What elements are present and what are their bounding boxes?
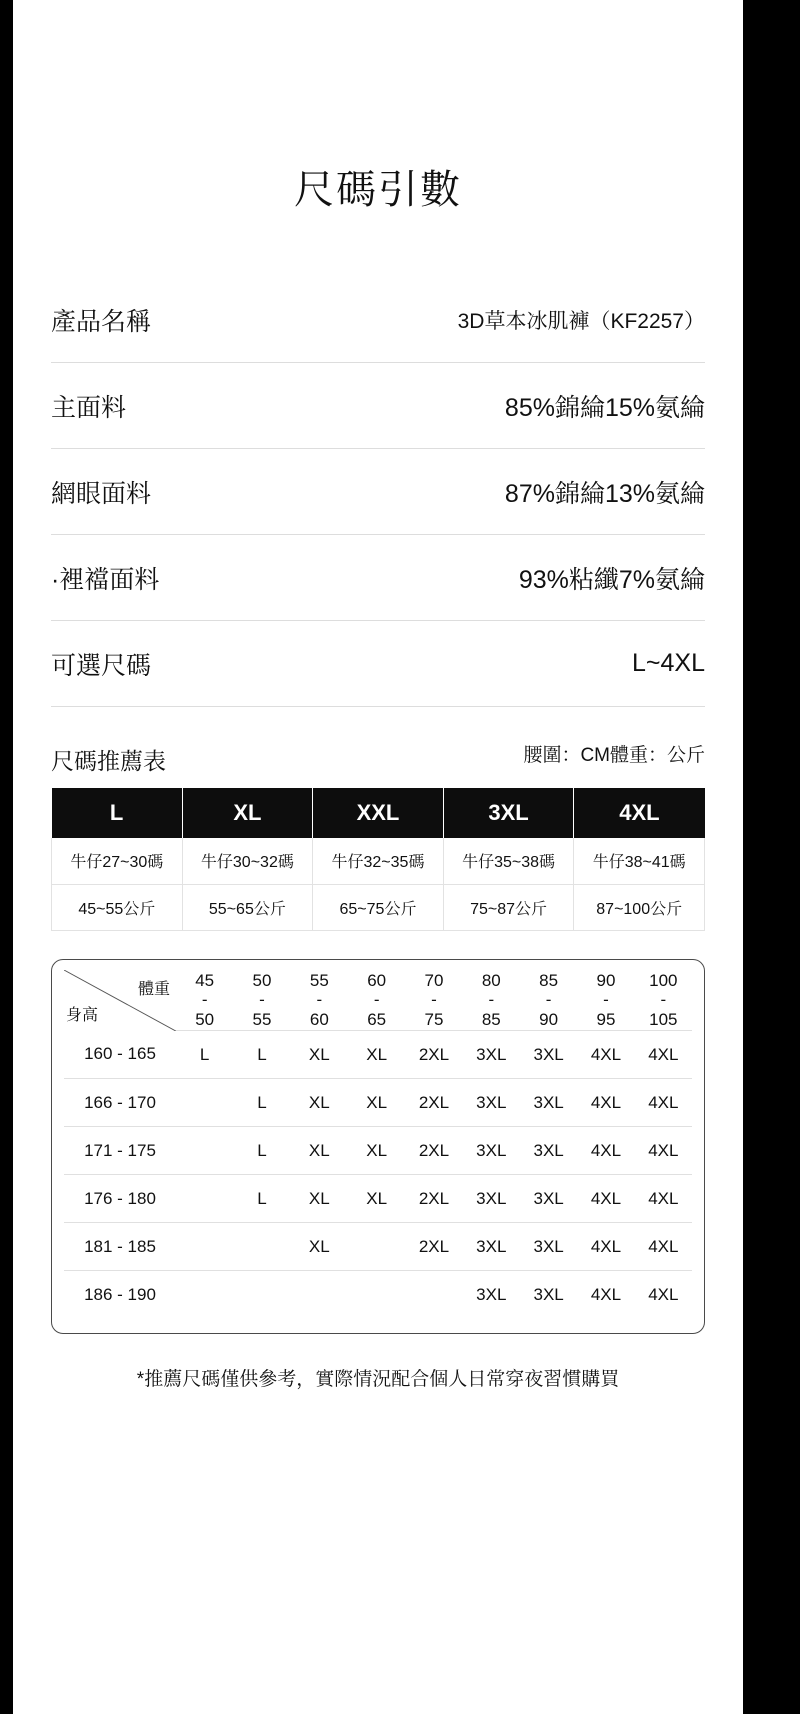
matrix-cell: 3XL — [520, 1175, 577, 1223]
matrix-height-label: 176 - 180 — [64, 1175, 176, 1223]
spec-value: 93%粘纖7%氨綸 — [518, 565, 705, 594]
matrix-weight-header: 60 - 65 — [348, 970, 405, 1031]
size-table-cell: 87~100公斤 — [574, 884, 705, 930]
matrix-corner-weight-label: 體重 — [137, 980, 170, 998]
matrix-cell — [176, 1127, 233, 1175]
matrix-weight-header: 85 - 90 — [520, 970, 577, 1031]
size-table-row — [52, 838, 705, 884]
size-table-header-cell: XXL — [313, 788, 444, 838]
matrix-cell: XL — [348, 1079, 405, 1127]
matrix-cell: 3XL — [533, 1284, 564, 1304]
matrix-cell: XL — [348, 1127, 405, 1175]
spec-label: ·裡襠面料 — [51, 565, 160, 594]
size-chart-sheet — [13, 0, 743, 1714]
spec-label: 主面料 — [51, 393, 127, 422]
matrix-cell: L — [233, 1127, 290, 1175]
size-matrix-header-row — [64, 970, 692, 1031]
spec-row — [51, 277, 705, 363]
spec-row — [51, 363, 705, 449]
spec-row — [51, 535, 705, 621]
matrix-cell: XL — [348, 1175, 405, 1223]
matrix-weight-header: 80 - 85 — [463, 970, 520, 1031]
size-table-header-cell: 3XL — [443, 788, 574, 838]
size-table-cell: 牛仔27~30碼 — [52, 838, 183, 884]
matrix-row — [64, 1223, 692, 1271]
matrix-cell — [348, 1271, 405, 1319]
footnote: *推薦尺碼僅供參考，實際情況配合個人日常穿夜習慣購買 — [136, 1368, 620, 1390]
size-matrix-container — [51, 959, 705, 1334]
matrix-row — [64, 1127, 692, 1175]
page-title: 尺碼引數 — [294, 168, 462, 212]
matrix-cell: 4XL — [635, 1175, 692, 1223]
matrix-cell: L — [233, 1079, 290, 1127]
size-table-cell: 65~75公斤 — [313, 884, 444, 930]
matrix-cell — [233, 1271, 290, 1319]
matrix-cell: 4XL — [635, 1031, 692, 1079]
spec-value: L~4XL — [632, 649, 705, 677]
matrix-cell — [348, 1223, 405, 1271]
matrix-cell: XL — [291, 1079, 348, 1127]
size-table-cell: 牛仔30~32碼 — [182, 838, 313, 884]
matrix-corner-height-label: 身高 — [66, 1006, 99, 1024]
matrix-cell: 4XL — [577, 1079, 634, 1127]
matrix-cell: 2XL — [405, 1031, 462, 1079]
matrix-cell — [176, 1079, 233, 1127]
size-table-cell: 45~55公斤 — [52, 884, 183, 930]
matrix-height-label: 171 - 175 — [64, 1127, 176, 1175]
matrix-cell: 3XL — [520, 1127, 577, 1175]
matrix-weight-header: 55 - 60 — [291, 970, 348, 1031]
size-table — [51, 788, 705, 931]
matrix-cell: 4XL — [648, 1284, 679, 1304]
matrix-cell — [405, 1271, 462, 1319]
matrix-cell: L — [233, 1175, 290, 1223]
matrix-weight-header: 90 - 95 — [577, 970, 634, 1031]
matrix-weight-header: 100 - 105 — [635, 970, 692, 1031]
matrix-height-label: 166 - 170 — [64, 1079, 176, 1127]
matrix-cell: 4XL — [635, 1127, 692, 1175]
matrix-weight-header: 50 - 55 — [233, 970, 290, 1031]
matrix-weight-header: 70 - 75 — [405, 970, 462, 1031]
matrix-row — [64, 1271, 692, 1319]
matrix-cell — [233, 1223, 290, 1271]
matrix-cell: 2XL — [405, 1175, 462, 1223]
spec-row — [51, 621, 705, 707]
spec-value: 3D草本冰肌褲（KF2257） — [457, 309, 705, 333]
matrix-cell: XL — [348, 1031, 405, 1079]
matrix-cell: 3XL — [463, 1223, 520, 1271]
size-matrix-head — [64, 970, 692, 1031]
size-table-row — [52, 884, 705, 930]
matrix-height-label: 186 - 190 — [84, 1284, 156, 1304]
matrix-cell — [176, 1175, 233, 1223]
size-table-cell: 75~87公斤 — [443, 884, 574, 930]
size-table-cell: 牛仔38~41碼 — [574, 838, 705, 884]
recommend-unit: 腰圍：CM體重：公斤 — [523, 745, 705, 766]
matrix-cell: 4XL — [577, 1223, 634, 1271]
size-table-header-cell: 4XL — [574, 788, 705, 838]
matrix-height-label: 160 - 165 — [64, 1031, 176, 1079]
matrix-cell: XL — [291, 1223, 348, 1271]
spec-label: 產品名稱 — [51, 307, 152, 336]
matrix-cell: 3XL — [520, 1031, 577, 1079]
matrix-row — [64, 1079, 692, 1127]
size-table-cell: 牛仔35~38碼 — [443, 838, 574, 884]
matrix-cell: 4XL — [577, 1127, 634, 1175]
matrix-cell: 3XL — [520, 1079, 577, 1127]
size-table-header-cell: L — [52, 788, 183, 838]
size-matrix-body — [64, 1031, 692, 1319]
matrix-cell: 3XL — [463, 1175, 520, 1223]
size-table-header-row — [52, 788, 705, 838]
spec-row — [51, 449, 705, 535]
size-matrix-table — [64, 970, 692, 1319]
size-table-head — [52, 788, 705, 838]
recommend-header — [13, 707, 743, 784]
spec-label: 網眼面料 — [51, 479, 152, 508]
matrix-cell: XL — [291, 1127, 348, 1175]
size-table-cell: 牛仔32~35碼 — [313, 838, 444, 884]
matrix-cell: 3XL — [476, 1284, 507, 1304]
matrix-cell — [291, 1271, 348, 1319]
size-table-header-cell: XL — [182, 788, 313, 838]
matrix-cell: 2XL — [405, 1079, 462, 1127]
matrix-cell: 4XL — [635, 1223, 692, 1271]
matrix-cell: 4XL — [577, 1031, 634, 1079]
matrix-cell: 4XL — [577, 1175, 634, 1223]
matrix-cell: 4XL — [635, 1079, 692, 1127]
spec-label: 可選尺碼 — [51, 651, 152, 680]
matrix-cell: 2XL — [405, 1223, 462, 1271]
matrix-cell: 3XL — [463, 1079, 520, 1127]
matrix-cell: XL — [291, 1175, 348, 1223]
matrix-cell: L — [176, 1031, 233, 1079]
matrix-cell: 3XL — [520, 1223, 577, 1271]
size-table-body — [52, 838, 705, 930]
recommend-title: 尺碼推薦表 — [51, 748, 166, 774]
matrix-cell: XL — [291, 1031, 348, 1079]
matrix-cell: 4XL — [590, 1284, 622, 1304]
matrix-row — [64, 1031, 692, 1079]
matrix-height-label: 181 - 185 — [64, 1223, 176, 1271]
matrix-corner-cell — [64, 970, 176, 1031]
spec-list — [13, 277, 743, 707]
matrix-cell: 3XL — [463, 1031, 520, 1079]
spec-value: 87%錦綸13%氨綸 — [504, 479, 705, 508]
matrix-cell — [176, 1223, 233, 1271]
matrix-row — [64, 1175, 692, 1223]
spec-value: 85%錦綸15%氨綸 — [504, 393, 705, 422]
matrix-cell: 3XL — [463, 1127, 520, 1175]
matrix-cell — [176, 1271, 233, 1319]
matrix-cell: 2XL — [405, 1127, 462, 1175]
size-table-cell: 55~65公斤 — [182, 884, 313, 930]
matrix-weight-header: 45 - 50 — [176, 970, 233, 1031]
matrix-cell: L — [233, 1031, 290, 1079]
